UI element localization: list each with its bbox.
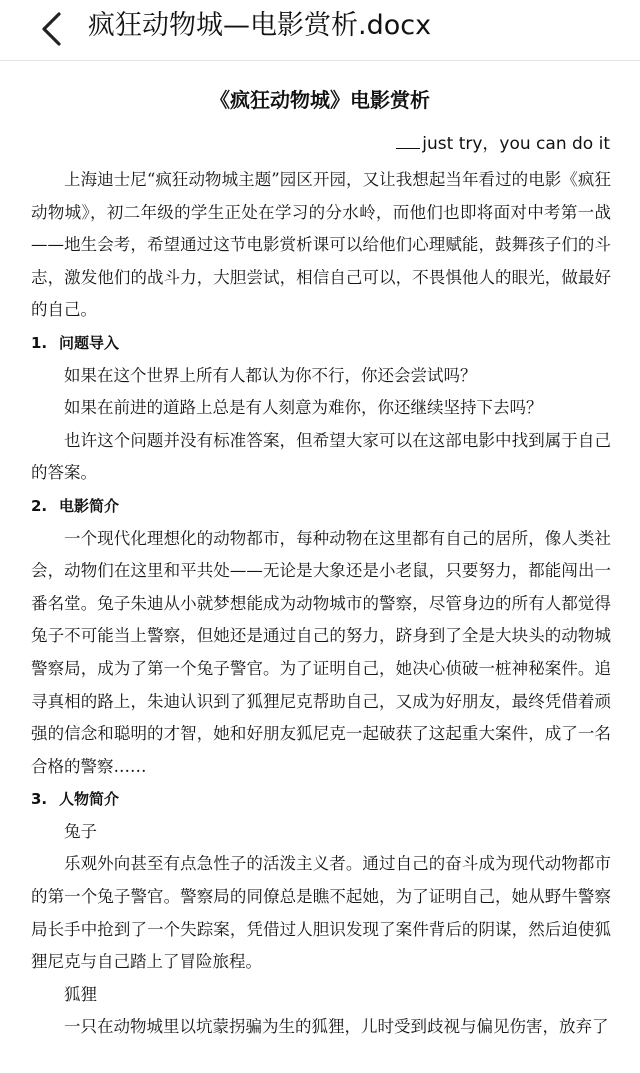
section-title: 问题导入 <box>59 333 120 352</box>
motto-text: just try，you can do it <box>422 134 610 154</box>
document-title: 《疯狂动物城》电影赏析 <box>210 88 430 112</box>
top-app-bar <box>0 0 640 61</box>
section-heading-2 <box>31 490 611 523</box>
section-title: 人物简介 <box>59 790 120 809</box>
chevron-left-icon <box>40 12 64 46</box>
paragraph: 如果在这个世界上所有人都认为你不行，你还会尝试吗？ <box>64 365 477 385</box>
back-button[interactable] <box>28 6 76 50</box>
character-name: 兔子 <box>64 821 97 841</box>
intro-paragraph: 上海迪士尼“疯狂动物城主题”园区开园，又让我想起当年看过的电影《疯狂动物城》，初二年级的学生正处在学习的分水岭，而他们也即将面对中考第一战——地生会考，希望通过这节电影赏析课可以给他们心理赋能，鼓舞孩子们的斗志，激发他们的战斗力，大胆尝试，相信自己可以，不畏惧他人的眼光，做最好的自己。 <box>31 170 611 320</box>
section-number: 3. <box>31 790 48 809</box>
section-heading-3 <box>31 783 611 816</box>
character-description: 乐观外向甚至有点急性子的活泼主义者。通过自己的奋斗成为现代动物都市的第一个兔子警官。警察局的同僚总是瞧不起她，为了证明自己，她从野牛警察局长手中抢到了一个失踪案，凭借过人胆识发现了案件背后的阴谋，然后迫使狐狸尼克与自己踏上了冒险旅程。 <box>31 854 611 972</box>
section-heading-1 <box>31 327 611 360</box>
section-title: 电影简介 <box>59 496 120 515</box>
document-body <box>31 164 611 1044</box>
character-description: 一只在动物城里以坑蒙拐骗为生的狐狸，儿时受到歧视与偏见伤害，放弃了 <box>64 1017 609 1037</box>
document-viewer[interactable] <box>0 61 640 1073</box>
motto-line <box>396 131 610 157</box>
paragraph: 一个现代化理想化的动物都市，每种动物在这里都有自己的居所，像人类社会，动物们在这里和平共处——无论是大象还是小老鼠，只要努力，都能闯出一番名堂。兔子朱迪从小就梦想能成为动物城市的警察，尽管身边的所有人都觉得兔子不可能当上警察，但她还是通过自己的努力，跻身到了全是大块头的动物城警察局，成为了第一个兔子警官。为了证明自己，她决心侦破一桩神秘案件。追寻真相的路上，朱迪认识到了狐狸尼克帮助自己，又成为好朋友，最终凭借着顽强的信念和聪明的才智，她和好朋友狐尼克一起破获了这起重大案件，成了一名合格的警察…… <box>31 528 611 776</box>
paragraph: 也许这个问题并没有标准答案，但希望大家可以在这部电影中找到属于自己的答案。 <box>31 430 611 483</box>
underline-blank <box>396 132 420 149</box>
file-name-title: 疯狂动物城—电影赏析.docx <box>88 10 432 41</box>
section-number: 2. <box>31 496 48 515</box>
paragraph: 如果在前进的道路上总是有人刻意为难你，你还继续坚持下去吗？ <box>64 398 543 418</box>
section-number: 1. <box>31 333 48 352</box>
character-name: 狐狸 <box>64 984 97 1004</box>
